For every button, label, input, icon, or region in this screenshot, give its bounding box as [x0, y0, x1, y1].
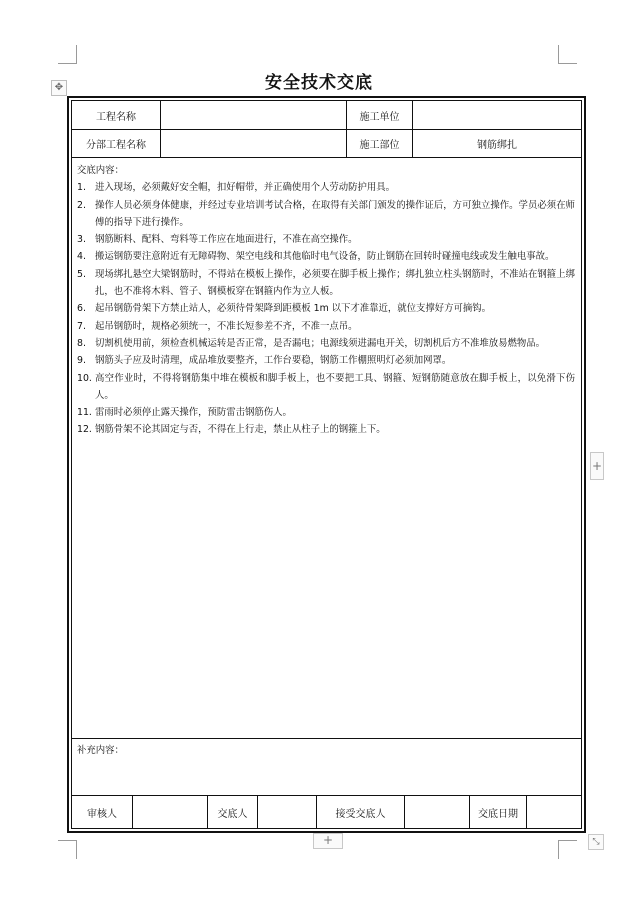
list-item — [77, 318, 575, 335]
construction-unit-value[interactable] — [413, 101, 581, 129]
list-item-text: 进入现场，必须戴好安全帽，扣好帽带，并正确使用个人劳动防护用具。 — [95, 182, 396, 194]
plus-icon: + — [322, 833, 334, 847]
move-icon: ✥ — [54, 82, 64, 93]
margin-corner-top-left — [58, 45, 77, 64]
list-item-number: 1. — [77, 182, 86, 194]
table-resize-handle[interactable] — [588, 834, 604, 850]
construction-unit-label: 施工单位 — [347, 101, 413, 129]
list-item-text: 操作人员必须身体健康，并经过专业培训考试合格，在取得有关部门颁发的操作证后，方可独立操作。学员必须在师傅的指导下进行操作。 — [95, 199, 575, 228]
list-item-text: 雷雨时必须停止露天操作，预防雷击钢筋伤人。 — [95, 407, 292, 419]
list-item-number: 8. — [77, 337, 86, 349]
discloser-label: 交底人 — [208, 796, 258, 829]
list-item-number: 12. — [77, 424, 92, 436]
reviewer-label: 审核人 — [72, 796, 133, 829]
list-item — [77, 231, 575, 248]
table-row-signatures — [72, 796, 581, 829]
resize-icon: ⤡ — [592, 837, 600, 847]
list-item — [77, 352, 575, 369]
list-item-text: 钢筋头子应及时清理，成品堆放要整齐，工作台要稳，钢筋工作棚照明灯必须加网罩。 — [95, 355, 452, 367]
plus-icon: + — [591, 459, 603, 473]
list-item — [77, 248, 575, 265]
add-column-button[interactable] — [590, 452, 604, 480]
content-list — [77, 179, 575, 438]
list-item-number: 3. — [77, 234, 86, 246]
list-item — [77, 370, 575, 405]
list-item-number: 11. — [77, 407, 92, 419]
list-item-number: 2. — [77, 199, 86, 211]
table-row-subproject — [72, 130, 581, 158]
construction-part-value[interactable]: 钢筋绑扎 — [477, 140, 517, 151]
list-item — [77, 335, 575, 352]
list-item — [77, 179, 575, 196]
add-row-button[interactable] — [313, 833, 343, 849]
list-item-text: 高空作业时，不得将钢筋集中堆在模板和脚手板上，也不要把工具、钢箍、短钢筋随意放在脚手板上，以免滑下伤人。 — [95, 372, 575, 401]
list-item-text: 搬运钢筋要注意附近有无障碍物、架空电线和其他临时电气设备，防止钢筋在回转时碰撞电线或发生触电事故。 — [95, 251, 555, 263]
list-item-text: 钢筋骨架不论其固定与否，不得在上行走，禁止从柱子上的钢箍上下。 — [95, 424, 386, 436]
construction-part-label: 施工部位 — [347, 130, 413, 157]
list-item-number: 7. — [77, 320, 86, 332]
list-item-number: 10. — [77, 372, 92, 384]
disclosure-table — [67, 96, 586, 833]
document-title: 安全技术交底 — [265, 73, 373, 93]
date-value[interactable] — [527, 796, 581, 829]
supplement-label: 补充内容： — [77, 745, 124, 756]
list-item-number: 5. — [77, 268, 86, 280]
margin-corner-bottom-right — [558, 840, 577, 859]
list-item-number: 6. — [77, 303, 86, 315]
date-label: 交底日期 — [470, 796, 527, 829]
reviewer-value[interactable] — [133, 796, 208, 829]
supplement-cell[interactable] — [72, 739, 581, 796]
list-item — [77, 404, 575, 421]
receiver-label: 接受交底人 — [317, 796, 405, 829]
list-item — [77, 266, 575, 301]
sub-project-value[interactable] — [161, 130, 347, 157]
project-name-value[interactable] — [161, 101, 347, 129]
project-name-label: 工程名称 — [72, 101, 161, 129]
margin-corner-top-right — [558, 45, 577, 64]
disclosure-content-cell[interactable] — [72, 158, 581, 739]
list-item-text: 切割机使用前，须检查机械运转是否正常，是否漏电；电源线须进漏电开关，切割机后方不准堆放易燃物品。 — [95, 337, 546, 349]
list-item-number: 9. — [77, 355, 86, 367]
list-item — [77, 300, 575, 317]
list-item-text: 钢筋断料、配料、弯料等工作应在地面进行，不准在高空操作。 — [95, 234, 358, 246]
margin-corner-bottom-left — [58, 840, 77, 859]
list-item-text: 起吊钢筋时，规格必须统一，不准长短参差不齐，不准一点吊。 — [95, 320, 358, 332]
sub-project-label: 分部工程名称 — [72, 130, 161, 157]
list-item-number: 4. — [77, 251, 86, 263]
list-item — [77, 421, 575, 438]
content-heading: 交底内容： — [77, 165, 124, 176]
list-item — [77, 197, 575, 232]
list-item-text: 起吊钢筋骨架下方禁止站人，必须待骨架降到距模板 1m 以下才准靠近，就位支撑好方可摘钩。 — [95, 303, 492, 315]
table-row-project — [72, 101, 581, 130]
discloser-value[interactable] — [258, 796, 317, 829]
receiver-value[interactable] — [405, 796, 470, 829]
list-item-text: 现场绑扎悬空大梁钢筋时，不得站在模板上操作，必须要在脚手板上操作；绑扎独立柱头钢筋时，不准站在钢箍上绑扎，也不准将木料、管子、钢模板穿在钢箍内作为立人板。 — [95, 268, 575, 298]
